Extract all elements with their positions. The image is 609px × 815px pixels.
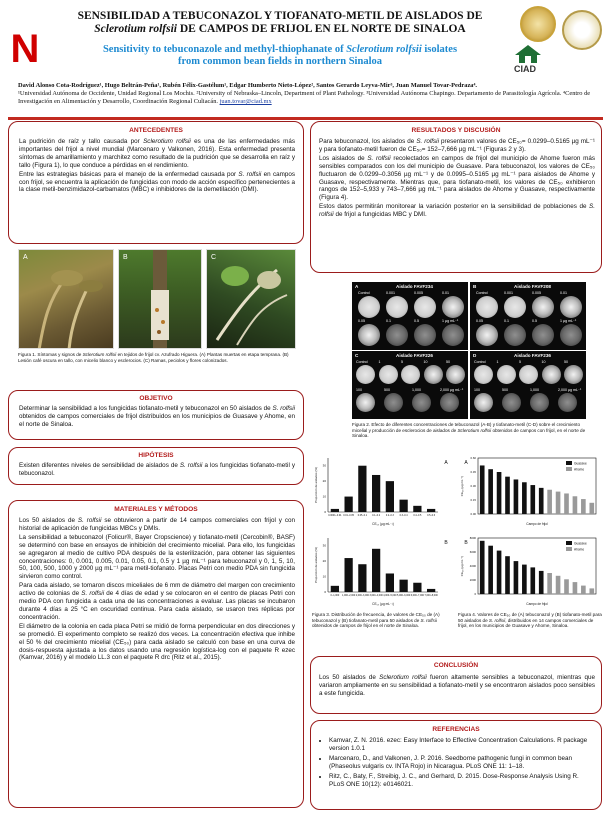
figure2-caption: Figura 2. Efecto de diferentes concentraciones de tebuconazol (A-B) y tiofanato-metil (C-D) sobre el crecimiento micelial y producción de esclerocios de aislados de Sclerotium rolfsii obtenidos de campos con frijol, en el norte de Sinaloa. (352, 422, 586, 439)
y-tick-label: 4000 (469, 564, 476, 568)
bar (514, 561, 519, 594)
chapingo-seal-icon (562, 10, 602, 50)
dish-concentration-label: 10 (423, 360, 428, 364)
panel-d-thiophanate: D Aislado FAVF236 Control 1 5 10 50 100 500 1,000 2,000 µg mL⁻¹ (470, 351, 586, 419)
bar (589, 503, 594, 514)
y-tick-label: 8000 (469, 536, 476, 540)
petri-dish (356, 393, 375, 412)
petri-dish (446, 365, 465, 384)
bar (331, 509, 339, 512)
y-tick-label: 20 (322, 479, 326, 484)
dish-concentration-label: 100 (474, 388, 480, 392)
x-tick-label: 6,000–7,000 (410, 594, 425, 597)
y-tick-label: 0.00 (470, 512, 476, 516)
dish-concentration-label: 0.001 (504, 291, 513, 295)
petri-dish (542, 365, 561, 384)
y-tick-label: 0 (324, 590, 326, 594)
antecedentes-box (8, 121, 304, 244)
dish-concentration-label: 0.01 (560, 291, 567, 295)
panel-letter: B (444, 540, 448, 546)
dish-concentration-label: 50 (564, 360, 568, 364)
bar (530, 485, 535, 514)
x-tick-label: 7,000–8,000 (424, 594, 438, 597)
x-tick-label: 4,000–5,000 (383, 594, 397, 597)
y-tick-label: 0.60 (470, 456, 476, 460)
dish-concentration-label: Control (358, 291, 370, 295)
dish-concentration-label: 5 (519, 360, 521, 364)
bar (556, 492, 561, 514)
dish-concentration-label: 1 µg mL⁻¹ (560, 319, 577, 323)
petri-dish (532, 296, 554, 318)
bar (547, 490, 552, 514)
x-tick-label: 0.5–0.6 (427, 514, 436, 517)
bar (514, 479, 519, 514)
legend-label: Ahome (574, 467, 585, 472)
dish-concentration-label: 50 (446, 360, 450, 364)
dish-concentration-label: 0.5 (532, 319, 537, 323)
petri-dish (379, 365, 398, 384)
bar (547, 573, 552, 594)
objetivo-text: Determinar la sensibilidad a los fungicidas tiofanato-metil y tebuconazol en 50 aislados de S. rolfsii obtenidos de campos comerciales de frijol distribuidos en los municipios de Guasave y Ahome, en el norte de Sinaloa. (19, 405, 295, 428)
references-list (319, 737, 595, 790)
bar (413, 506, 421, 512)
figure1-caption: Figura 1. Síntomas y signos de Sclerotium rolfsii en tejidos de frijol cv. Azufrado Higuera. (A) Plantas muertas en etapa temprana. (B) Lesión café oscura en tallo, con micelio blanco y esclerocios. (C) Ramas, peciolos y flores colonizados. (18, 352, 289, 363)
petri-dish (519, 365, 538, 384)
x-axis-label: CE₅₀ (µg mL⁻¹) (372, 522, 394, 526)
figure4-chart-a (458, 452, 602, 528)
legend-swatch (566, 467, 572, 471)
referencias-box (310, 720, 602, 810)
bar (497, 551, 502, 594)
svg-text:C: C (211, 254, 217, 261)
y-tick-label: 0 (324, 510, 326, 514)
dish-concentration-label: 5 (401, 360, 403, 364)
materiales-title: MATERIALES Y MÉTODOS (114, 506, 198, 513)
x-tick-label: 1,000–2,000 (341, 594, 356, 597)
objetivo-box (8, 390, 304, 440)
bar (480, 465, 485, 514)
legend-swatch (566, 541, 572, 545)
figure4-chart-b (458, 532, 602, 608)
dish-concentration-label: 0.005 (532, 291, 541, 295)
petri-dish (504, 324, 526, 346)
petri-dish (504, 296, 526, 318)
bar (505, 477, 510, 514)
x-tick-label: 3,000–4,000 (369, 594, 383, 597)
bar (427, 509, 435, 512)
x-tick-label: 2,000–3,000 (355, 594, 370, 597)
bar (589, 588, 594, 594)
y-tick-label: 6000 (469, 550, 476, 554)
dish-concentration-label: Control (476, 291, 488, 295)
figure3-chart-a (312, 452, 452, 528)
bar (539, 488, 544, 514)
reference-item: • Kamvar, Z. N. 2016. ezec: Easy Interface to Effective Concentration Calculations. R package version 1.0.1 (329, 737, 595, 753)
bar (345, 497, 353, 512)
bar (522, 565, 527, 594)
ciad-logo: CIAD (514, 64, 536, 74)
petri-dish (356, 365, 375, 384)
petri-dish (414, 296, 436, 318)
x-axis-label: CE₅₀ (µg mL⁻¹) (372, 602, 394, 606)
bar (530, 567, 535, 594)
y-axis-label: Proporción de aislados (%) (314, 546, 318, 584)
panel-a-tebuconazole: A Aislado FAVF234 Control 0.001 0.005 0.01 0.05 0.1 0.5 1 µg mL⁻¹ (352, 282, 468, 350)
petri-dish (497, 365, 516, 384)
petri-dish (530, 393, 549, 412)
panel-letter: A (464, 460, 468, 466)
legend-swatch (566, 461, 572, 465)
dish-concentration-label: Control (356, 360, 368, 364)
plot-frame (478, 538, 596, 594)
dish-concentration-label: 1,000 (530, 388, 539, 392)
bar (581, 586, 586, 594)
university-seal-icon (520, 6, 556, 42)
petri-dish (386, 324, 408, 346)
petri-dish (386, 296, 408, 318)
figure3-caption: Figura 3. Distribución de frecuencia, de valores de CE₅₀ de (A) tebuconazol y (B) tiofanato-metil para 50 aislados de S. rolfsii obtenidos de campos de frijol en el norte de Sinaloa. (312, 612, 440, 629)
dish-concentration-label: 500 (384, 388, 390, 392)
hipotesis-text: Existen diferentes niveles de sensibilidad de aislados de S. rolfsii a los fungicidas tiofanato-metil y tebuconazol. (19, 462, 295, 477)
dish-concentration-label: 0.1 (386, 319, 391, 323)
petri-dish (442, 324, 464, 346)
bar (556, 576, 561, 594)
legend-label: Guasave (574, 461, 587, 466)
y-tick-label: 30 (322, 463, 326, 468)
y-tick-label: 0.15 (470, 498, 476, 502)
bar (400, 580, 408, 592)
x-tick-label: 0.01–0.05 (343, 514, 354, 517)
dish-concentration-label: 0.001 (386, 291, 395, 295)
resultados-text: Para tebuconazol, los aislados de S. rolfsii presentaron valores de CE₅₀= 0.0299–0.5165 µg mL⁻¹ y para tiofanato-metil fueron de CE₅₀= 152–7,666 µg mL⁻¹ (Figuras 2 y 3). Los aislados de S. rolfsii recolectados en campos de frijol del municipio de Ahome fueron más sensibles comparados con los del municipio de Guasave. Para tebuconazol, los valores de CE₅₀ fluctuaron de 0.0299–0.3056 µg mL⁻¹ y de 0.0995–0.5165 µg mL⁻¹ para aislados de Ahome y Guasave, respectivamente. Mientras que, para tiofanato-metil, los valores de CE₅₀ exhibieron rangos de 152–5,933 y 743–7,666 µg mL⁻¹ para aislados de Ahome y Guasave, respectivamente (Figura 4). Estos datos permitirán monitorear la variación posterior en la sensibilidad de poblaciones de S. rolfsii de frijol a fungicidas MBC y DMI. (319, 138, 595, 219)
authors-block: David Alonso Cota-Rodríguez¹, Hugo Beltrán-Peña¹, Rubén Félix-Gastélum¹, Edgar Humberto Nieto-López², Santos Gerardo Leyva-Mir³, Juan Manuel Tovar-Pedraza⁴. ¹Universidad Autónoma de Occidente, Unidad Regional Los Mochis. ²University of Nebraska–Lincoln, Department of Plant Pathology. ³Universidad Autónoma Chapingo. Departamento de Parasitología Agrícola. ⁴Centro de Investigación en Alimentación y Desarrollo, Coordinación Regional Culiacán. juan.tovar@ciad.mx (18, 82, 591, 106)
dish-concentration-label: 1 µg mL⁻¹ (442, 319, 459, 323)
bar (372, 549, 380, 592)
petri-dish (560, 296, 582, 318)
x-tick-label: 0–1,000 (330, 594, 340, 597)
petri-dish (440, 393, 459, 412)
y-axis-label: Proporción de aislados (%) (314, 466, 318, 504)
panel-letter: B (464, 540, 468, 546)
conclusion-title: CONCLUSIÓN (433, 662, 479, 669)
panel-b-tebuconazole: B Aislado FAVF208 Control 0.001 0.005 0.01 0.05 0.1 0.5 1 µg mL⁻¹ (470, 282, 586, 350)
bar (413, 583, 421, 592)
petri-dish (358, 324, 380, 346)
y-tick-label: 10 (322, 574, 326, 579)
dish-concentration-label: 2,000 µg mL⁻¹ (558, 388, 582, 392)
y-tick-label: 30 (322, 543, 326, 548)
dish-concentration-label: 0.005 (414, 291, 423, 295)
bar (573, 496, 578, 514)
bar (581, 499, 586, 514)
bar (372, 475, 380, 512)
figure3-chart-b (312, 532, 452, 608)
petri-dish (502, 393, 521, 412)
petri-dish (476, 324, 498, 346)
legend-label: Guasave (574, 541, 587, 546)
reference-item: • Marcenaro, D., and Valkonen, J. P. 2016. Seedborne pathogenic fungi in common bean (Phaseolus vulgaris cv. INTA Rojo) in Nicaragua. PLoS ONE 11: 1–18. (329, 755, 595, 771)
email-link[interactable]: juan.tovar@ciad.mx (219, 98, 272, 106)
y-tick-label: 20 (322, 559, 326, 564)
dish-concentration-label: 0.05 (358, 319, 365, 323)
x-tick-label: 0.4–0.5 (413, 514, 422, 517)
resultados-box (310, 121, 602, 273)
bar (564, 493, 569, 514)
resultados-title: RESULTADOS Y DISCUSIÓN (411, 127, 501, 134)
university-n-logo: N (10, 27, 40, 71)
bar (522, 482, 527, 514)
petri-dish (424, 365, 443, 384)
bar (331, 586, 339, 592)
ciad-house-icon (514, 44, 542, 64)
y-tick-label: 2000 (469, 578, 476, 582)
bar (497, 472, 502, 514)
panel-c-thiophanate: C Aislado FAVF226 Control 1 5 10 50 100 500 1,000 2,000 µg mL⁻¹ (352, 351, 468, 419)
bar (505, 556, 510, 594)
photo-colonized-branches (206, 249, 296, 349)
petri-dish (414, 324, 436, 346)
x-tick-label: 0.05–0.1 (357, 514, 368, 517)
x-axis-label: Campo de frijol (526, 522, 548, 526)
petri-dish (532, 324, 554, 346)
petri-dish (558, 393, 577, 412)
bar (488, 469, 493, 514)
dish-concentration-label: 1 (496, 360, 499, 364)
petri-dish (474, 365, 493, 384)
petri-dish (401, 365, 420, 384)
petri-dish (564, 365, 583, 384)
photo-stem-lesion (118, 249, 202, 349)
x-tick-label: 5,000–6,000 (396, 594, 411, 597)
dish-concentration-label: 1,000 (412, 388, 421, 392)
bar (386, 573, 394, 592)
plot-frame (478, 458, 596, 514)
bar (488, 546, 493, 594)
dish-concentration-label: 0.1 (504, 319, 509, 323)
svg-text:B: B (123, 254, 128, 261)
y-axis-label: CE₅₀ (µg mL⁻¹) (460, 555, 464, 577)
dish-concentration-label: 0.01 (442, 291, 449, 295)
dish-concentration-label: 0.05 (476, 319, 483, 323)
y-axis-label: CE₅₀ (µg mL⁻¹) (460, 475, 464, 497)
hipotesis-title: HIPÓTESIS (138, 452, 174, 459)
panel-letter: A (444, 460, 448, 466)
dish-concentration-label: 10 (541, 360, 546, 364)
petri-dish (442, 296, 464, 318)
y-tick-label: 0 (474, 592, 476, 596)
antecedentes-title: ANTECEDENTES (129, 127, 183, 134)
y-tick-label: 10 (322, 494, 326, 499)
hipotesis-box (8, 447, 304, 485)
antecedentes-text: La pudrición de raíz y tallo causada por Sclerotium rolfsii es una de las enfermedades más importantes del frijol a nivel mundial (Marcenaro y Valkonen, 2016). Esta enfermedad presenta síntomas de amarillamiento y marchitez como resultado de la pudrición que se desarrolla en raíz y tallo (Figura 1), lo que conduce a pérdidas en el rendimiento. Entre las estrategias básicas para el manejo de la enfermedad causada por S. rolfsii en campos con frijol, se encuentra la aplicación de fungicidas con modo de acción específico pertenecientes a la clase metil-benzimidazol-carbamatos (MBC) e inhibidores de la demetilación (DMI). (19, 138, 296, 194)
dish-concentration-label: 0.5 (414, 319, 419, 323)
x-axis-label: Campo de frijol (526, 602, 548, 606)
materiales-text: Los 50 aislados de S. rolfsii se obtuvieron a partir de 14 campos comerciales con frijol y con historial de aplicación de fungicidas MBCs y DMIs. La sensibilidad a tebuconazol (Folicur®, Bayer Cropscience) y tiofanato-metil (Cercobin®, BASF) se determinó con base en ensayos de inhibición del crecimiento micelial. Para ello, los fungicidas se agregaron al medio de cultivo PDA después de la esterilización, para obtener las siguientes concentraciones: 0, 0.001, 0.005, 0.01, 0.05, 0.1, 0.5 y 1 µg mL⁻¹ para tebuconazol y 0, 1, 5, 10, 50, 100, 500, 1000 y 2000 µg mL⁻¹ para metil-tiofanato. Placas Petri con medio PDA sin fungicida sirvieron como control. Para cada aislado, se tomaron discos miceliales de 6 mm de diámetro del margen con crecimiento activo de colonias de S. rolfsii de 4 días de edad y se colocaron en el centro de placas Petri con medio PDA con fungicida a cada una de las concentraciones a evaluar. Las placas se incubaron durante 4 días a 25 °C en oscuridad continua. Para cada aislado, se usaron tres réplicas por concentración. El diámetro de la colonia en cada placa Petri se midió de forma perpendicular en dos direcciones y se promedió. El experimento completo se realizó dos veces. La concentración efectiva que inhibe el 50 % del crecimiento micelial (CE₅₀) para cada aislado se calculó con base en una curva de dosis-respuesta ajustada a los datos usando una regresión logística-log con el paquete R ezec (Kamvar, 2016) y el modelo LL.3 con el paquete R drc (Ritz et al., 2015). (19, 517, 295, 662)
petri-dish (474, 393, 493, 412)
figure4-caption: Figura 4. Valores de CE₅₀ de (A) tebuconazol y (B) tiofanato-metil para 50 aislados de S. rolfsii, distribuidos en 14 campos comerciales de frijol, en los municipios de Guasave y Ahome, Sinaloa. (458, 612, 602, 629)
legend-swatch (566, 547, 572, 551)
dish-concentration-label: Control (474, 360, 486, 364)
x-tick-label: 0.0001–0.01 (328, 514, 342, 517)
photo-dead-plants (18, 249, 114, 349)
svg-text:A: A (23, 254, 28, 261)
bar (358, 564, 366, 592)
bar (400, 500, 408, 512)
bar (564, 579, 569, 594)
petri-dish (560, 324, 582, 346)
dish-concentration-label: 500 (502, 388, 508, 392)
petri-dish (412, 393, 431, 412)
materiales-box (8, 500, 304, 808)
poster-title: SENSIBILIDAD A TEBUCONAZOL Y TIOFANATO-METIL DE AISLADOS DE Sclerotium rolfsii DE CAMPOS DE FRIJOL EN EL NORTE DE SINALOA (77, 10, 483, 35)
conclusion-text: Los 50 aislados de Sclerotium rolfsii fueron altamente sensibles a tebuconazol, mientras que variaron ampliamente en su sensibilidad a tiofanato-metil y se encontraron aislados poco sensibles a este fungicida. (319, 674, 596, 697)
x-tick-label: 0.2–0.3 (385, 514, 394, 517)
bar (539, 571, 544, 594)
reference-item: • Ritz, C., Baty, F., Streibig, J. C., and Gerhard, D. 2015. Dose-Response Analysis Using R. PLoS ONE 10(12): e0146021. (329, 773, 595, 789)
petri-dish (476, 296, 498, 318)
header-divider (8, 117, 603, 120)
dish-concentration-label: 2,000 µg mL⁻¹ (440, 388, 464, 392)
bar (480, 541, 485, 594)
dish-concentration-label: 100 (356, 388, 362, 392)
bar (358, 466, 366, 512)
objetivo-title: OBJETIVO (139, 395, 173, 402)
referencias-title: REFERENCIAS (432, 726, 480, 733)
dish-concentration-label: 1 (378, 360, 381, 364)
bar (573, 582, 578, 594)
legend-label: Ahome (574, 547, 585, 552)
x-tick-label: 0.1–0.2 (372, 514, 381, 517)
bar (427, 589, 435, 592)
x-tick-label: 0.3–0.4 (399, 514, 408, 517)
bar (386, 481, 394, 512)
bar (345, 558, 353, 592)
petri-dish (358, 296, 380, 318)
conclusion-box (310, 656, 602, 714)
poster-title-english: Sensitivity to tebuconazole and methyl-thiophanate of Sclerotium rolfsii isolates from common bean fields in northern Sinaloa (102, 44, 458, 67)
y-tick-label: 0.30 (470, 484, 476, 488)
y-tick-label: 0.45 (470, 470, 476, 474)
petri-dish (384, 393, 403, 412)
